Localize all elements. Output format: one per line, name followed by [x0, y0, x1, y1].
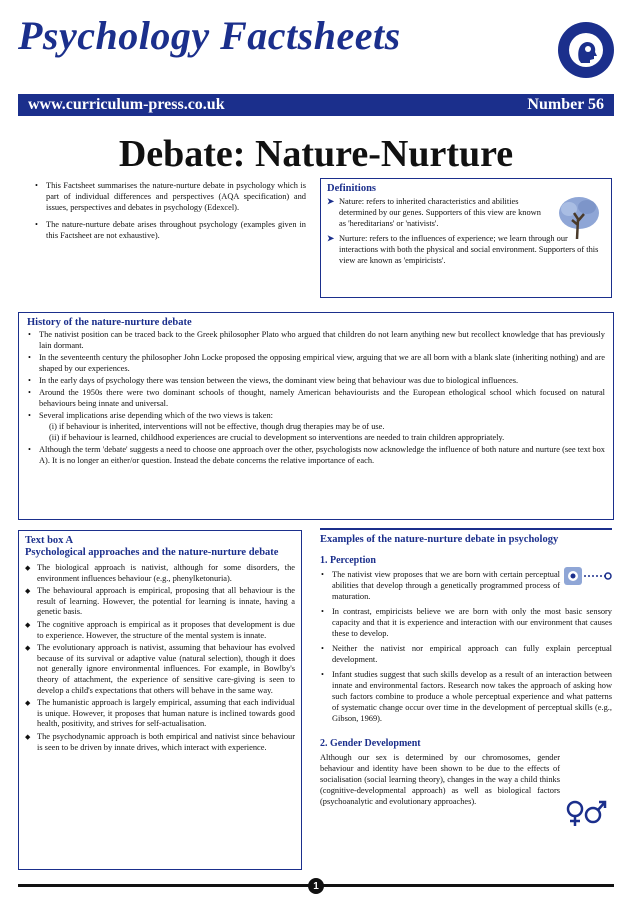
history-sub-item: (i) if behaviour is inherited, interventions will not be effective, though drug therapies may be of use. — [49, 422, 385, 431]
intro-item: • The nature-nurture debate arises throughout psychology (examples given in this Factsheet are not exhaustive). — [34, 219, 306, 241]
eye-perception-icon — [562, 564, 612, 590]
footer — [18, 878, 614, 894]
intro-item: • This Factsheet summarises the nature-nurture debate in psychology which is part of individual differences and perspectives (AQA specification) and issues, perspectives and debates in psychology (Edexcel). — [34, 180, 306, 213]
perception-list — [320, 569, 612, 724]
definitions-heading: Definitions — [327, 183, 377, 194]
history-item-text: Several implications arise depending which of the two views is taken: — [39, 411, 273, 420]
intro-section — [34, 180, 306, 245]
history-sub-item: (ii) if behaviour is learned, childhood experiences are crucial to development so interventions are needed to train children appropriately. — [49, 433, 505, 442]
definition-nurture-text: Nurture: refers to the influences of experience; we learn through our interactions with both the physical and social environment. Supporters of this view are known as 'empiricists'. — [339, 234, 599, 265]
website-url[interactable]: www.curriculum-press.co.uk — [28, 96, 225, 113]
page-number: 1 — [308, 878, 324, 894]
approach-item: ◆ The psychodynamic approach is both empirical and nativist since behaviour is seen to be driven by innate drives, which interact with experience. — [25, 732, 295, 753]
approach-item: ◆ The humanistic approach is largely empirical, assuming that each individual is unique. However, it proposes that human nature is inclined towards good health, positivity, and strives for self-actualisation. — [25, 698, 295, 730]
tree-icon — [555, 195, 603, 241]
gender-symbols-icon — [564, 798, 608, 828]
page-title: Debate: Nature-Nurture — [118, 133, 514, 175]
history-item: • Although the term 'debate' suggests a need to choose one approach over the other, psychologists now acknowledge the influence of both nature and nurture (see text box A). It is no longer an either/or question. Instead the debate concerns the relative importance of each. — [27, 444, 605, 466]
perception-item: • The nativist view proposes that we are born with certain perceptual abilities that develop through a genetically programmed process of maturation. — [320, 569, 612, 602]
perception-heading: 1. Perception — [320, 555, 376, 566]
brand-title: Psychology Factsheets — [18, 13, 401, 58]
history-heading: History of the nature-nurture debate — [27, 317, 192, 328]
header-bar — [18, 94, 614, 116]
examples-section — [320, 528, 612, 807]
head-silhouette-icon — [558, 22, 614, 78]
history-item: • In the seventeenth century the philosopher John Locke proposed the opposing empirical view, arguing that we are all born with a blank slate (inheriting nothing) and are shaped by our experiences. — [27, 352, 605, 374]
perception-item: • Infant studies suggest that such skills develop as a result of an interaction between innate and environmental factors. Research now takes the approach of asking how such factors combine to produce a whole perceptual experience and what patterns of systematic change occur over time in the development of perceptual skills (e.g., Gibson, 1969). — [320, 669, 612, 724]
arrow-icon: ➤ — [327, 234, 335, 243]
approach-item: ◆ The behavioural approach is empirical, proposing that all behaviour is the result of learning. However, the potential for learning is innate, having a genetic basis. — [25, 586, 295, 618]
perception-item: • Neither the nativist nor empirical approach can fully explain perceptual development. — [320, 643, 612, 665]
perception-item: • In contrast, empiricists believe we are born with only the most basic sensory capacity and that it is experience and interaction with our environment that causes these to develop. — [320, 606, 612, 639]
examples-heading: Examples of the nature-nurture debate in psychology — [320, 528, 612, 545]
history-item: • Around the 1950s there were two dominant schools of thought, namely American behaviourists and the European ethological school which focused on natural behaviours being innate and universal. — [27, 387, 605, 409]
text-box-label: Text box A — [25, 535, 74, 546]
approach-item: ◆ The evolutionary approach is nativist, assuming that behaviour has evolved because of its survival or adaptive value (natural selection), though it does not generally ignore environmental influences. For example, in Bowlby's theory of attachment, the experience of sensitive care-giving is seen to develop a child's expectations that others will behave in the same way. — [25, 643, 295, 696]
history-item: • In the early days of psychology there was tension between the views, the dominant view being that behaviour was due to biological influences. — [27, 375, 605, 386]
gender-heading: 2. Gender Development — [320, 738, 421, 749]
definition-nature-text: Nature: refers to inherited characteristics and abilities determined by our genes. Supporters of this view are known as 'hereditarians' or 'nativists'. — [339, 197, 541, 228]
issue-number: Number 56 — [527, 96, 604, 113]
definitions-box — [320, 178, 612, 298]
history-item — [27, 410, 605, 443]
text-box-heading: Psychological approaches and the nature-nurture debate — [25, 547, 279, 558]
history-box — [18, 312, 614, 520]
approach-item: ◆ The biological approach is nativist, although for some disorders, the environment influences behaviour (e.g., phenylketonuria). — [25, 563, 295, 584]
history-item: • The nativist position can be traced back to the Greek philosopher Plato who argued that children do not learn anything new but recollect knowledge that has previously lain dormant. — [27, 329, 605, 351]
approach-item: ◆ The cognitive approach is empirical as it proposes that development is due to experience. However, the structure of the mental system is innate. — [25, 620, 295, 641]
arrow-icon: ➤ — [327, 197, 335, 206]
text-box-a — [18, 530, 302, 870]
gender-text: Although our sex is determined by our chromosomes, gender behaviour and identity have been shown to be due to the effects of socialisation (social learning theory), changes in the way a child thinks (cognitive-developmental approach) as well as biological factors (psychoanalytic and evolutionary approaches). — [320, 753, 560, 806]
